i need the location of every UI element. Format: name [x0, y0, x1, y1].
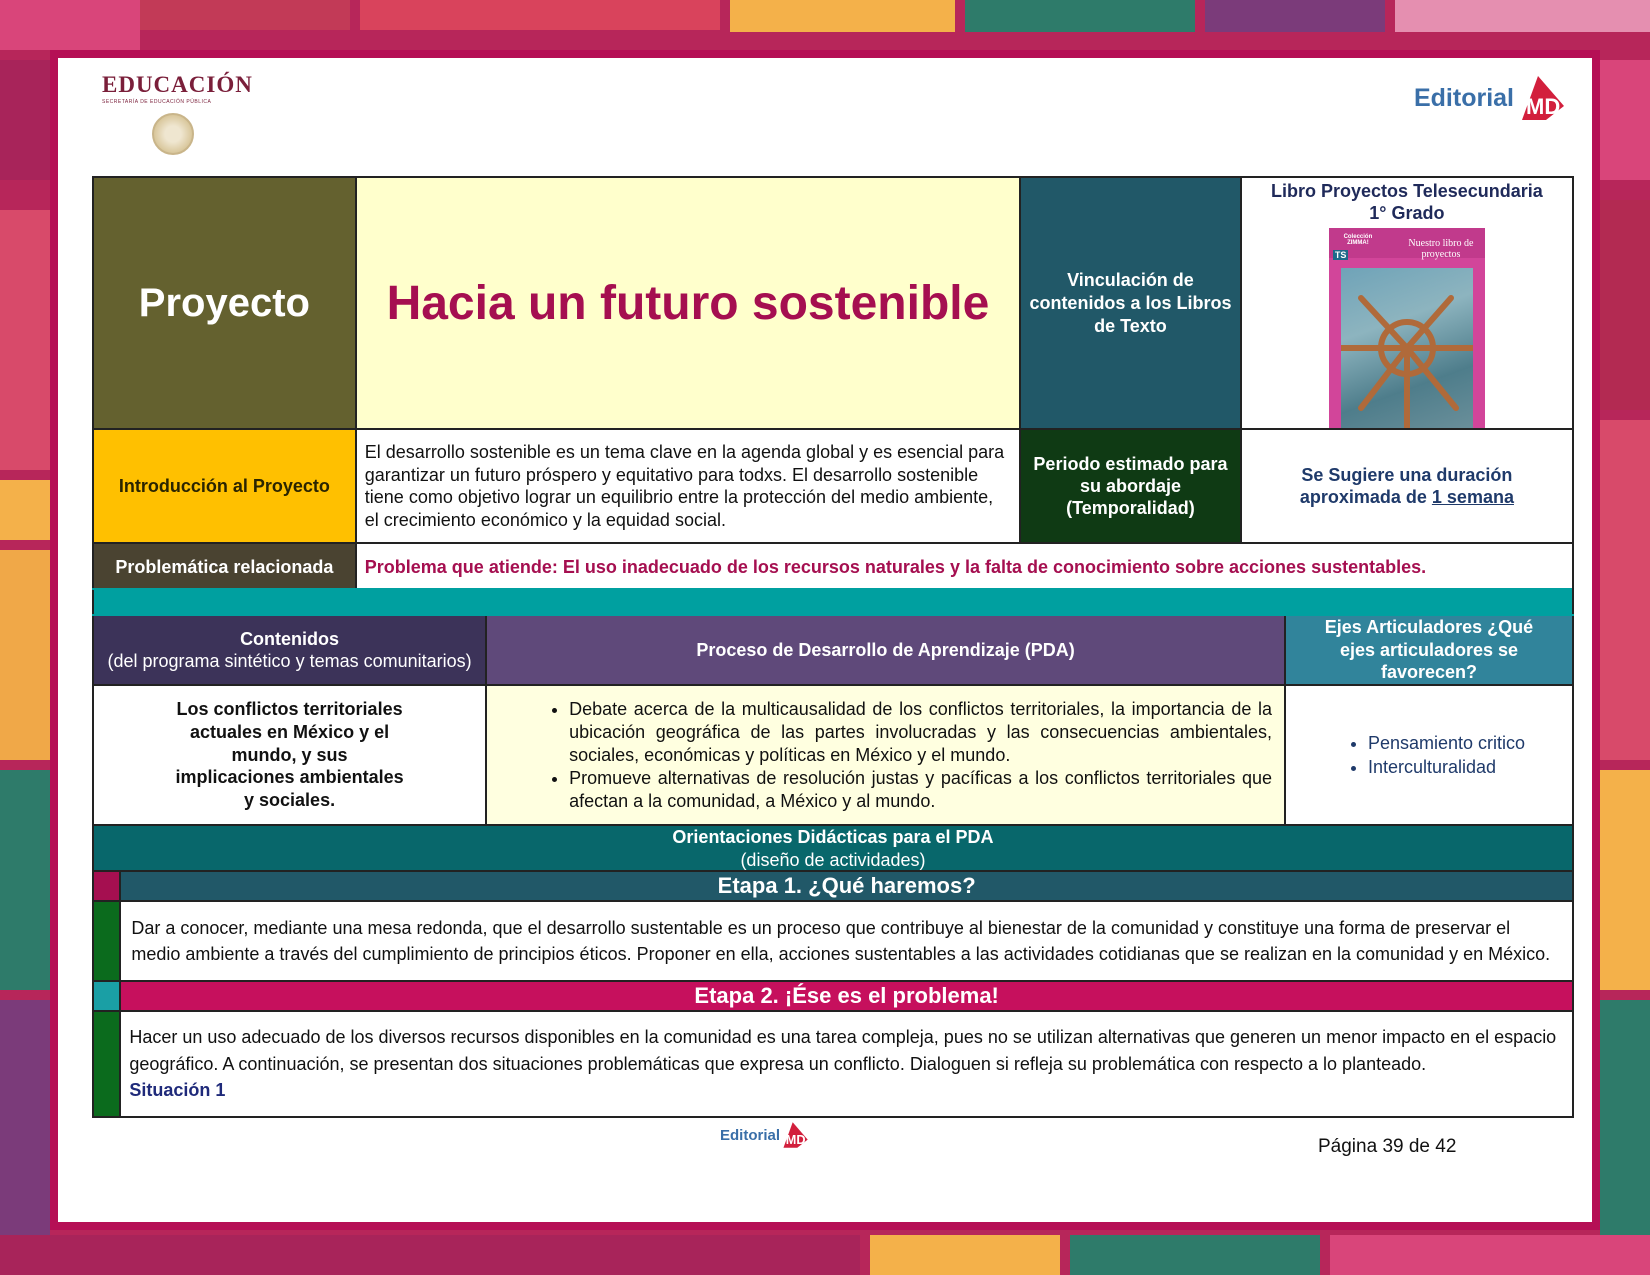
bg-tile [870, 1235, 1060, 1275]
intro-label: Introducción al Proyecto [93, 429, 356, 543]
contenidos-header [93, 615, 486, 685]
ejes-list [1294, 731, 1564, 779]
etapas-table [92, 870, 1574, 1118]
bg-tile [1600, 420, 1650, 760]
bg-tile [360, 0, 720, 30]
orientaciones-subtitle: (diseño de actividades) [740, 849, 926, 870]
pda-header: Proceso de Desarrollo de Aprendizaje (PDA) [486, 615, 1285, 685]
pda-list [495, 698, 1272, 813]
eje-item: • Pensamiento critico [1368, 731, 1564, 755]
bg-tile [0, 60, 50, 180]
etapa2-title: Etapa 2. ¡Ése es el problema! [120, 981, 1573, 1011]
bg-tile [0, 1235, 860, 1275]
bg-tile [1330, 1235, 1650, 1275]
bg-tile [0, 770, 50, 990]
bg-tile [0, 210, 50, 470]
cover-badge: TS [1334, 250, 1347, 260]
cover-title: Nuestro libro de proyectos [1408, 238, 1474, 260]
periodo-label: Periodo estimado para su abordaje (Temporalidad) [1020, 429, 1241, 543]
cover-photo-icon [1341, 268, 1473, 428]
bg-tile [0, 1000, 50, 1275]
project-label: Proyecto [93, 177, 356, 429]
md-mark-text: MD [1526, 94, 1561, 119]
etapa2-side-bar [93, 1011, 120, 1117]
problematica-label: Problemática relacionada [93, 543, 356, 591]
bg-tile [965, 0, 1195, 32]
bg-tile [1600, 200, 1650, 410]
duracion-cell [1241, 429, 1573, 543]
etapa2-cell [120, 1011, 1573, 1117]
contenidos-table [92, 588, 1574, 873]
editorial-logo [1414, 74, 1568, 122]
project-table [92, 176, 1574, 592]
vinculacion-label: Vinculación de contenidos a los Libros de Texto [1020, 177, 1241, 429]
bg-tile [1205, 0, 1385, 32]
eje-item: • Interculturalidad [1368, 755, 1564, 779]
ejes-cell [1285, 685, 1573, 825]
contenidos-title: Contenidos [240, 628, 340, 649]
page-number: Página 39 de 42 [1318, 1136, 1457, 1157]
pda-item: • Promueve alternativas de resolución justas y pacíficas a los conflictos territoriales que afectan a la comunidad, a México y al mundo. [569, 767, 1272, 813]
footer-editorial-word: Editorial [720, 1126, 781, 1144]
etapa1-side-bar [93, 901, 120, 981]
sep-logo [102, 72, 262, 155]
bg-tile [1600, 60, 1650, 180]
bg-tile [0, 0, 140, 50]
footer-editorial-logo [720, 1120, 810, 1150]
pda-cell [486, 685, 1285, 825]
cover-collection: Colección ZIMMA! [1343, 234, 1373, 246]
project-title: Hacia un futuro sostenible [356, 177, 1020, 429]
document-sheet [58, 58, 1592, 1222]
situacion-label: Situación 1 [129, 1080, 226, 1101]
etapa1-text: Dar a conocer, mediante una mesa redonda, que el desarrollo sustentable es un proceso que contribuye al bienestar de la comunidad y constituye una forma de preservar el medio ambiente a través del cumplimiento de principios éticos. Proponer en ella, acciones sustentables a las actividades cotidianas que se realizan en la comunidad y en México. [120, 901, 1573, 981]
page-frame [50, 50, 1600, 1230]
duracion-value: 1 semana [1431, 487, 1514, 507]
pda-item: • Debate acerca de la multicausalidad de los conflictos territoriales, la importancia de la ubicación geográfica de las partes involucradas y las consecuencias ambientales, sociales, económicas y políticas en México y el mundo. [569, 698, 1272, 767]
bg-tile [140, 0, 350, 30]
bg-tile [1600, 770, 1650, 990]
sep-title: EDUCACIÓN [102, 72, 253, 97]
etapa2-marker [93, 981, 120, 1011]
book-cover-image [1329, 228, 1485, 428]
sep-subtitle: SECRETARÍA DE EDUCACIÓN PÚBLICA [102, 99, 212, 105]
libro-title: Libro Proyectos Telesecundaria 1° Grado [1271, 181, 1543, 223]
contenido-text: Los conflictos territoriales actuales en México y el mundo, y sus implicaciones ambientales y sociales. [93, 685, 486, 825]
libro-cell [1241, 177, 1573, 429]
intro-text: El desarrollo sostenible es un tema clave en la agenda global y es esencial para garantizar un futuro próspero y equitativo para todxs. El desarrollo sostenible tiene como objetivo lograr un equilibrio entre la protección del medio ambiente, el crecimiento económico y la equidad social. [356, 429, 1020, 543]
contenidos-subtitle: (del programa sintético y temas comunitarios) [107, 651, 472, 671]
bg-tile [1070, 1235, 1320, 1275]
footer-md-logo-icon [780, 1120, 810, 1150]
bg-tile [1600, 1000, 1650, 1275]
bg-tile [1395, 0, 1650, 32]
orientaciones-title: Orientaciones Didácticas para el PDA [672, 827, 994, 847]
orientaciones-header [93, 825, 1573, 872]
etapa1-title: Etapa 1. ¿Qué haremos? [120, 871, 1573, 901]
bg-tile [0, 480, 50, 540]
problematica-text: Problema que atiende: El uso inadecuado de los recursos naturales y la falta de conocimiento sobre acciones sustentables. [356, 543, 1573, 591]
eagle-seal-icon [152, 113, 194, 155]
bg-tile [730, 0, 955, 32]
editorial-word: Editorial [1413, 83, 1514, 112]
footer-md-mark-text: MD [785, 1133, 806, 1148]
bg-tile [0, 550, 50, 760]
etapa2-text: Hacer un uso adecuado de los diversos recursos disponibles en la comunidad es una tarea compleja, pues no se utilizan alternativas que generen un menor impacto en el espacio geográfico. A continuación, se presentan dos situaciones problemáticas que expresa un conflicto. Dialoguen si refleja su problemática con respecto a lo planteado. [129, 1027, 1557, 1074]
teal-divider [93, 589, 1573, 615]
etapa1-marker [93, 871, 120, 901]
ejes-header: Ejes Articuladores ¿Qué ejes articuladores se favorecen? [1285, 615, 1573, 685]
duracion-prefix: Se Sugiere una duración aproximada de [1299, 465, 1513, 507]
md-logo-icon [1516, 74, 1568, 122]
